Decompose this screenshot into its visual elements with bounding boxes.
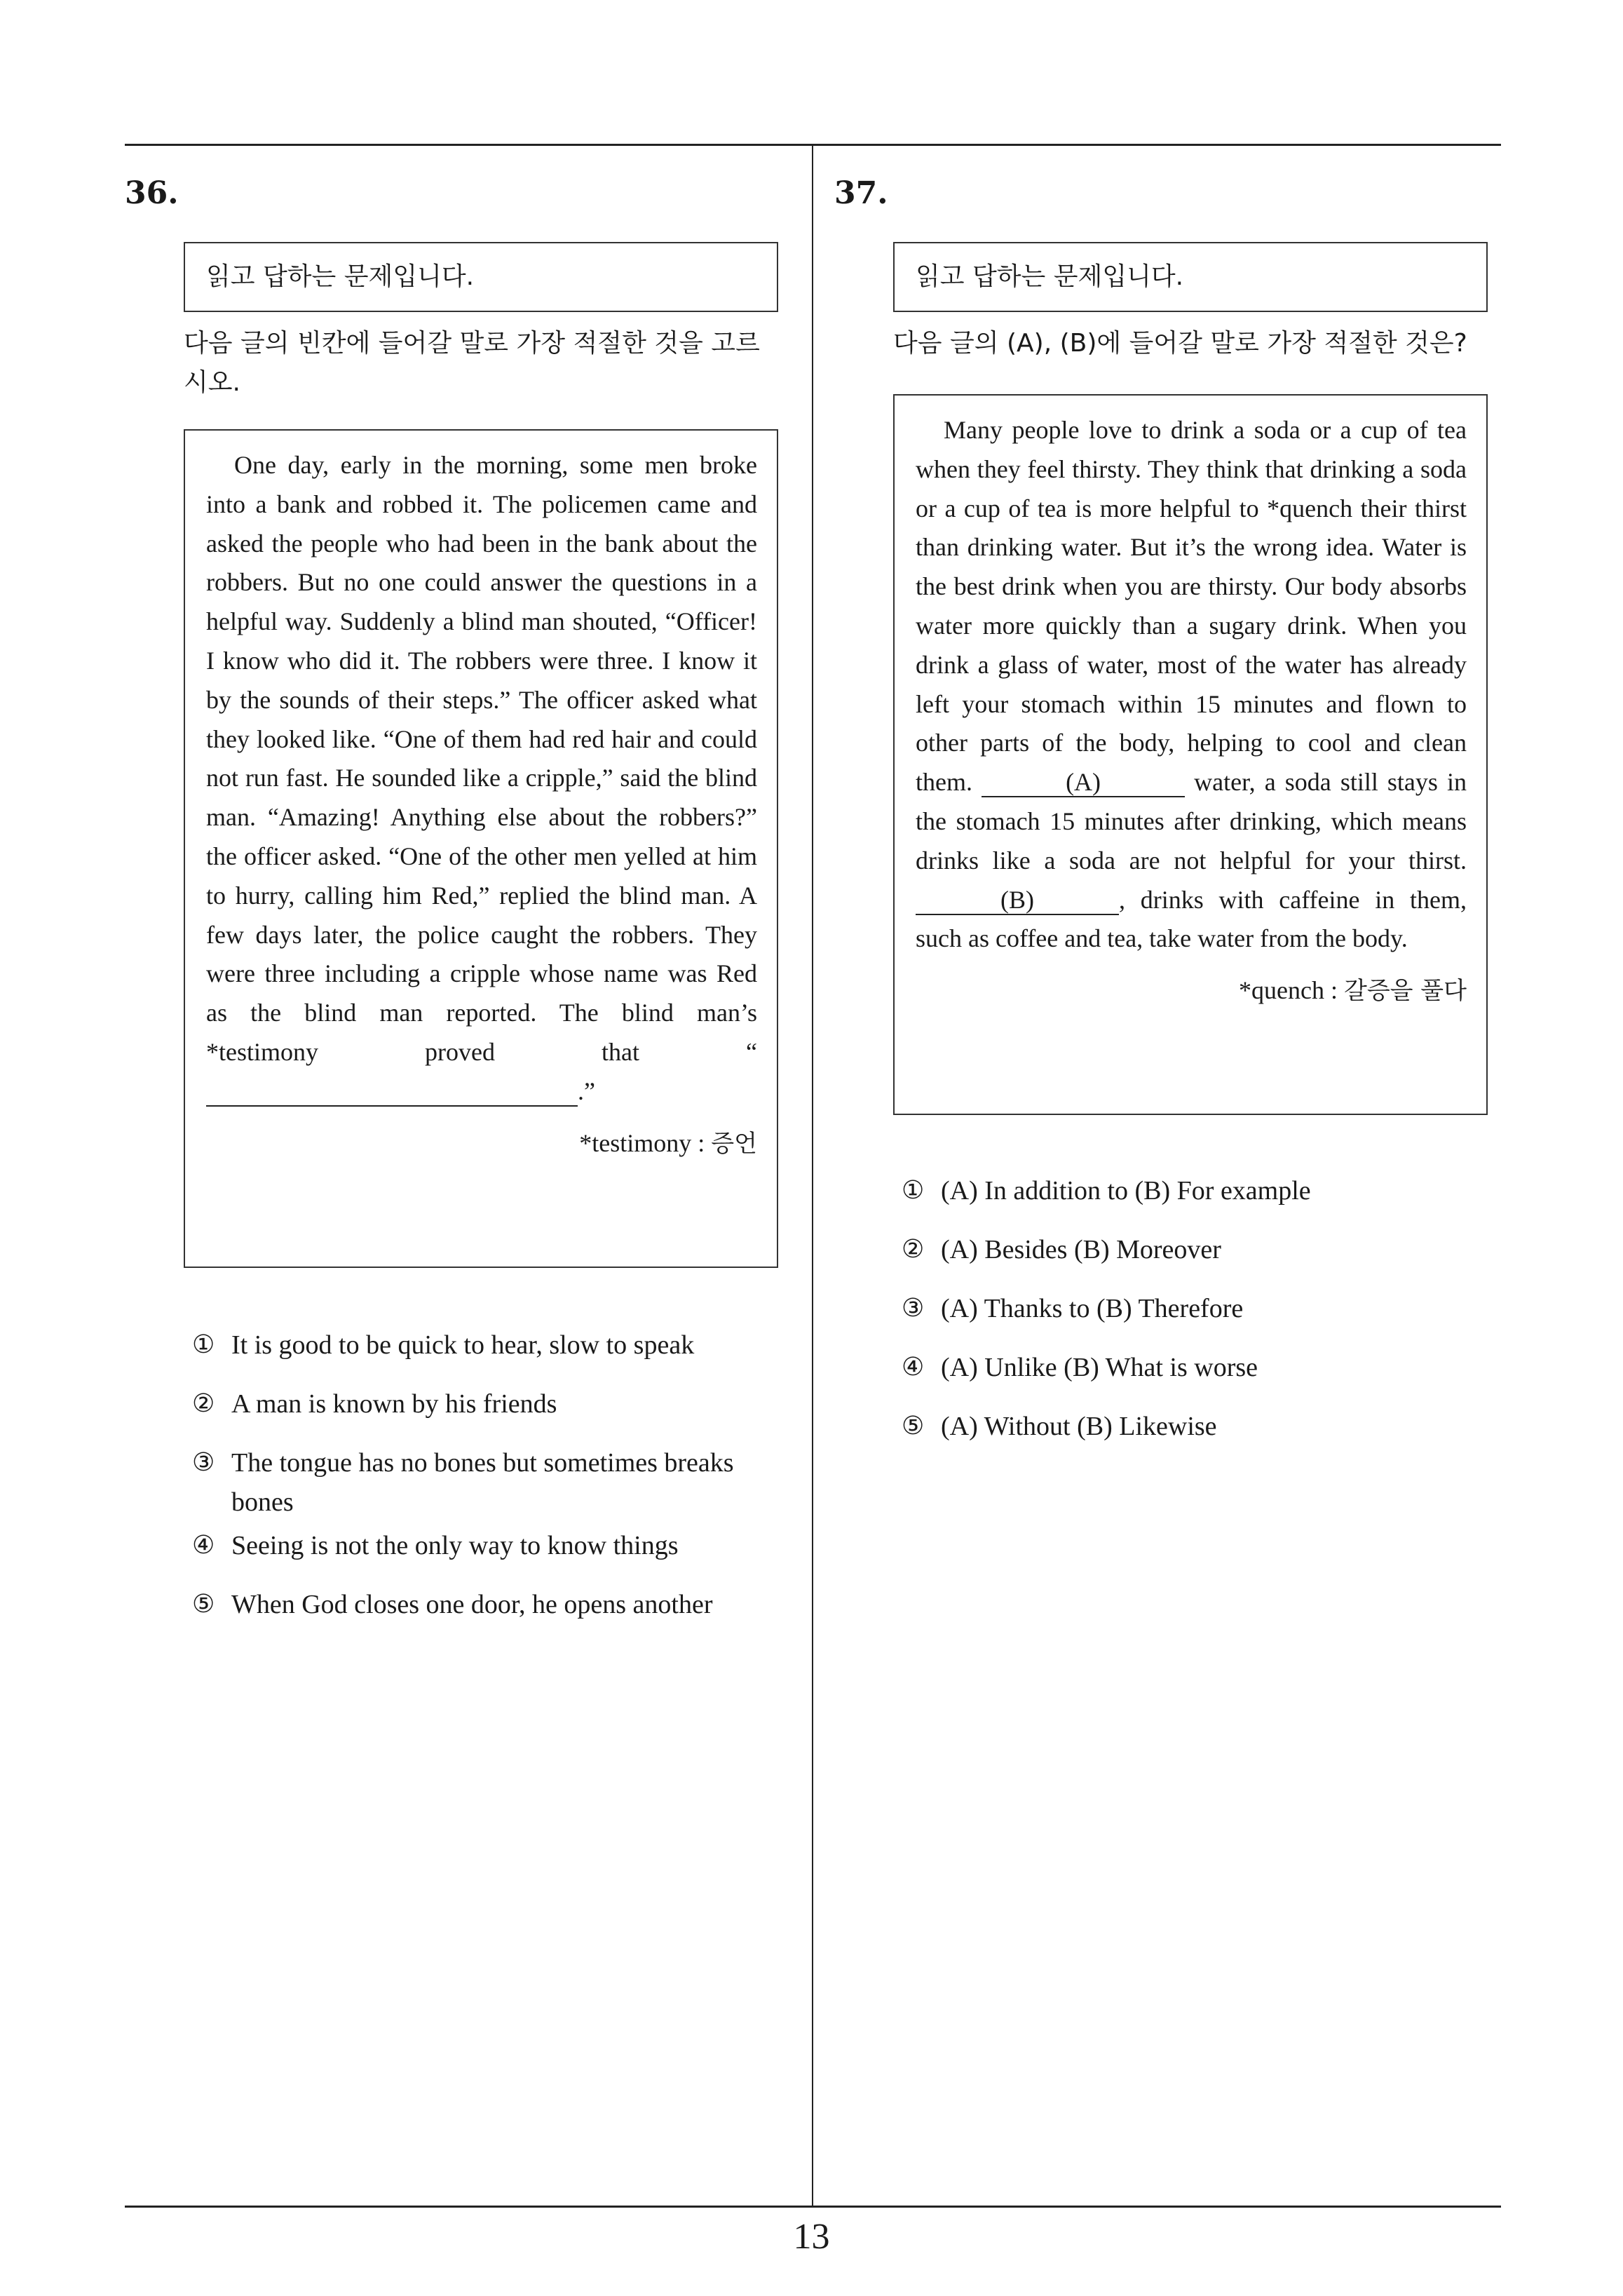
question-number: 37. (834, 175, 888, 211)
choice-option[interactable] (902, 1289, 1505, 1328)
choice-number: ④ (902, 1353, 925, 1382)
choice-number: ⑤ (192, 1590, 215, 1619)
choice-number: ⑤ (902, 1412, 925, 1440)
passage-part-2: water, a soda still stays in the stomach 15 minutes after drinking, which means drinks like a soda are not helpful for your thirst. (916, 768, 1467, 874)
choice-number: ① (902, 1176, 925, 1205)
column-divider (812, 144, 813, 2207)
prompt-line-1: 다음 글의 빈칸에 들어갈 말로 가장 적절한 것을 고르 (184, 329, 760, 358)
question-prompt (184, 324, 760, 403)
choice-option[interactable] (902, 1407, 1505, 1446)
answer-choices (192, 1325, 795, 1644)
choice-text: (A) Thanks to (B) Therefore (941, 1294, 1244, 1323)
choice-option[interactable] (902, 1230, 1505, 1269)
choice-text: Seeing is not the only way to know things (231, 1531, 679, 1560)
answer-blank (206, 1077, 578, 1107)
choice-option[interactable] (192, 1443, 795, 1522)
choice-number: ③ (192, 1448, 215, 1477)
choice-text: When God closes one door, he opens another (231, 1590, 713, 1619)
choice-text: The tongue has no bones but sometimes breaks bones (231, 1448, 734, 1517)
answer-blank-b: (B) (916, 886, 1119, 915)
page-number: 13 (793, 2217, 830, 2257)
footnote (916, 971, 1467, 1011)
question-prompt: 다음 글의 (A), (B)에 들어갈 말로 가장 적절한 것은? (893, 329, 1467, 358)
choice-option[interactable] (902, 1171, 1505, 1210)
instruction-box: 읽고 답하는 문제입니다. (893, 242, 1488, 312)
choice-text: (A) In addition to (B) For example (941, 1176, 1311, 1206)
footnote-term: *quench : (1239, 976, 1344, 1005)
passage-after-blank: .” (578, 1076, 595, 1105)
bottom-rule (125, 2206, 1501, 2208)
choice-number: ② (192, 1389, 215, 1418)
choice-option[interactable] (192, 1325, 795, 1365)
choice-option[interactable] (192, 1585, 795, 1624)
footnote-meaning: 증언 (711, 1129, 757, 1158)
instruction-box: 읽고 답하는 문제입니다. (184, 242, 778, 312)
choice-option[interactable] (192, 1526, 795, 1565)
choice-number: ④ (192, 1531, 215, 1560)
choice-text: (A) Unlike (B) What is worse (941, 1353, 1258, 1382)
reading-passage (184, 429, 778, 1268)
footnote-term: *testimony : (579, 1128, 712, 1157)
passage-text (916, 411, 1467, 959)
choice-number: ② (902, 1235, 925, 1264)
prompt-line-2: 시오. (184, 368, 240, 397)
choice-number: ① (192, 1330, 215, 1359)
choice-text: A man is known by his friends (231, 1389, 557, 1419)
choice-number: ③ (902, 1294, 925, 1323)
choice-option[interactable] (902, 1348, 1505, 1387)
passage-part-1: Many people love to drink a soda or a cup of tea when they feel thirsty. They think that drinking a soda or a cup of tea is more helpful to *quench their thirst than drinking water. But it’s the wrong idea. Water is the best drink when you are thirsty. Our body absorbs water more quickly than a sugary drink. When you drink a glass of water, most of the water has already left your stomach within 15 minutes and flown to other parts of the body, helping to cool and clean them. (916, 416, 1467, 797)
choice-text: (A) Besides (B) Moreover (941, 1235, 1221, 1264)
question-number: 36. (125, 175, 179, 211)
passage-part-3: , drinks with caffeine in them, such as coffee and tea, take water from the body. (916, 885, 1467, 953)
choice-option[interactable] (192, 1384, 795, 1424)
choice-text: It is good to be quick to hear, slow to speak (231, 1330, 695, 1360)
choice-text: (A) Without (B) Likewise (941, 1412, 1217, 1441)
answer-choices (902, 1171, 1505, 1466)
passage-before-blank: One day, early in the morning, some men broke into a bank and robbed it. The policemen came and asked the people who had been in the bank about the robbers. But no one could answer the questions in a helpful way. Suddenly a blind man shouted, “Officer! I know who did it. The robbers were three. I know it by the sounds of their steps.” The officer asked what they looked like. “One of them had red hair and could not run fast. He sounded like a cripple,” said the blind man. “Amazing! Anything else about the robbers?” the officer asked. “One of the other men yelled at him to hurry, calling him Red,” replied the blind man. A few days later, the police caught the robbers. They were three including a cripple whose name was Red as the blind man reported. The blind man’s *testimony proved that “ (206, 451, 757, 1066)
reading-passage (893, 394, 1488, 1115)
passage-text (206, 446, 757, 1112)
answer-blank-a: (A) (982, 768, 1185, 797)
footnote (206, 1124, 757, 1164)
footnote-meaning: 갈증을 풀다 (1343, 977, 1467, 1006)
